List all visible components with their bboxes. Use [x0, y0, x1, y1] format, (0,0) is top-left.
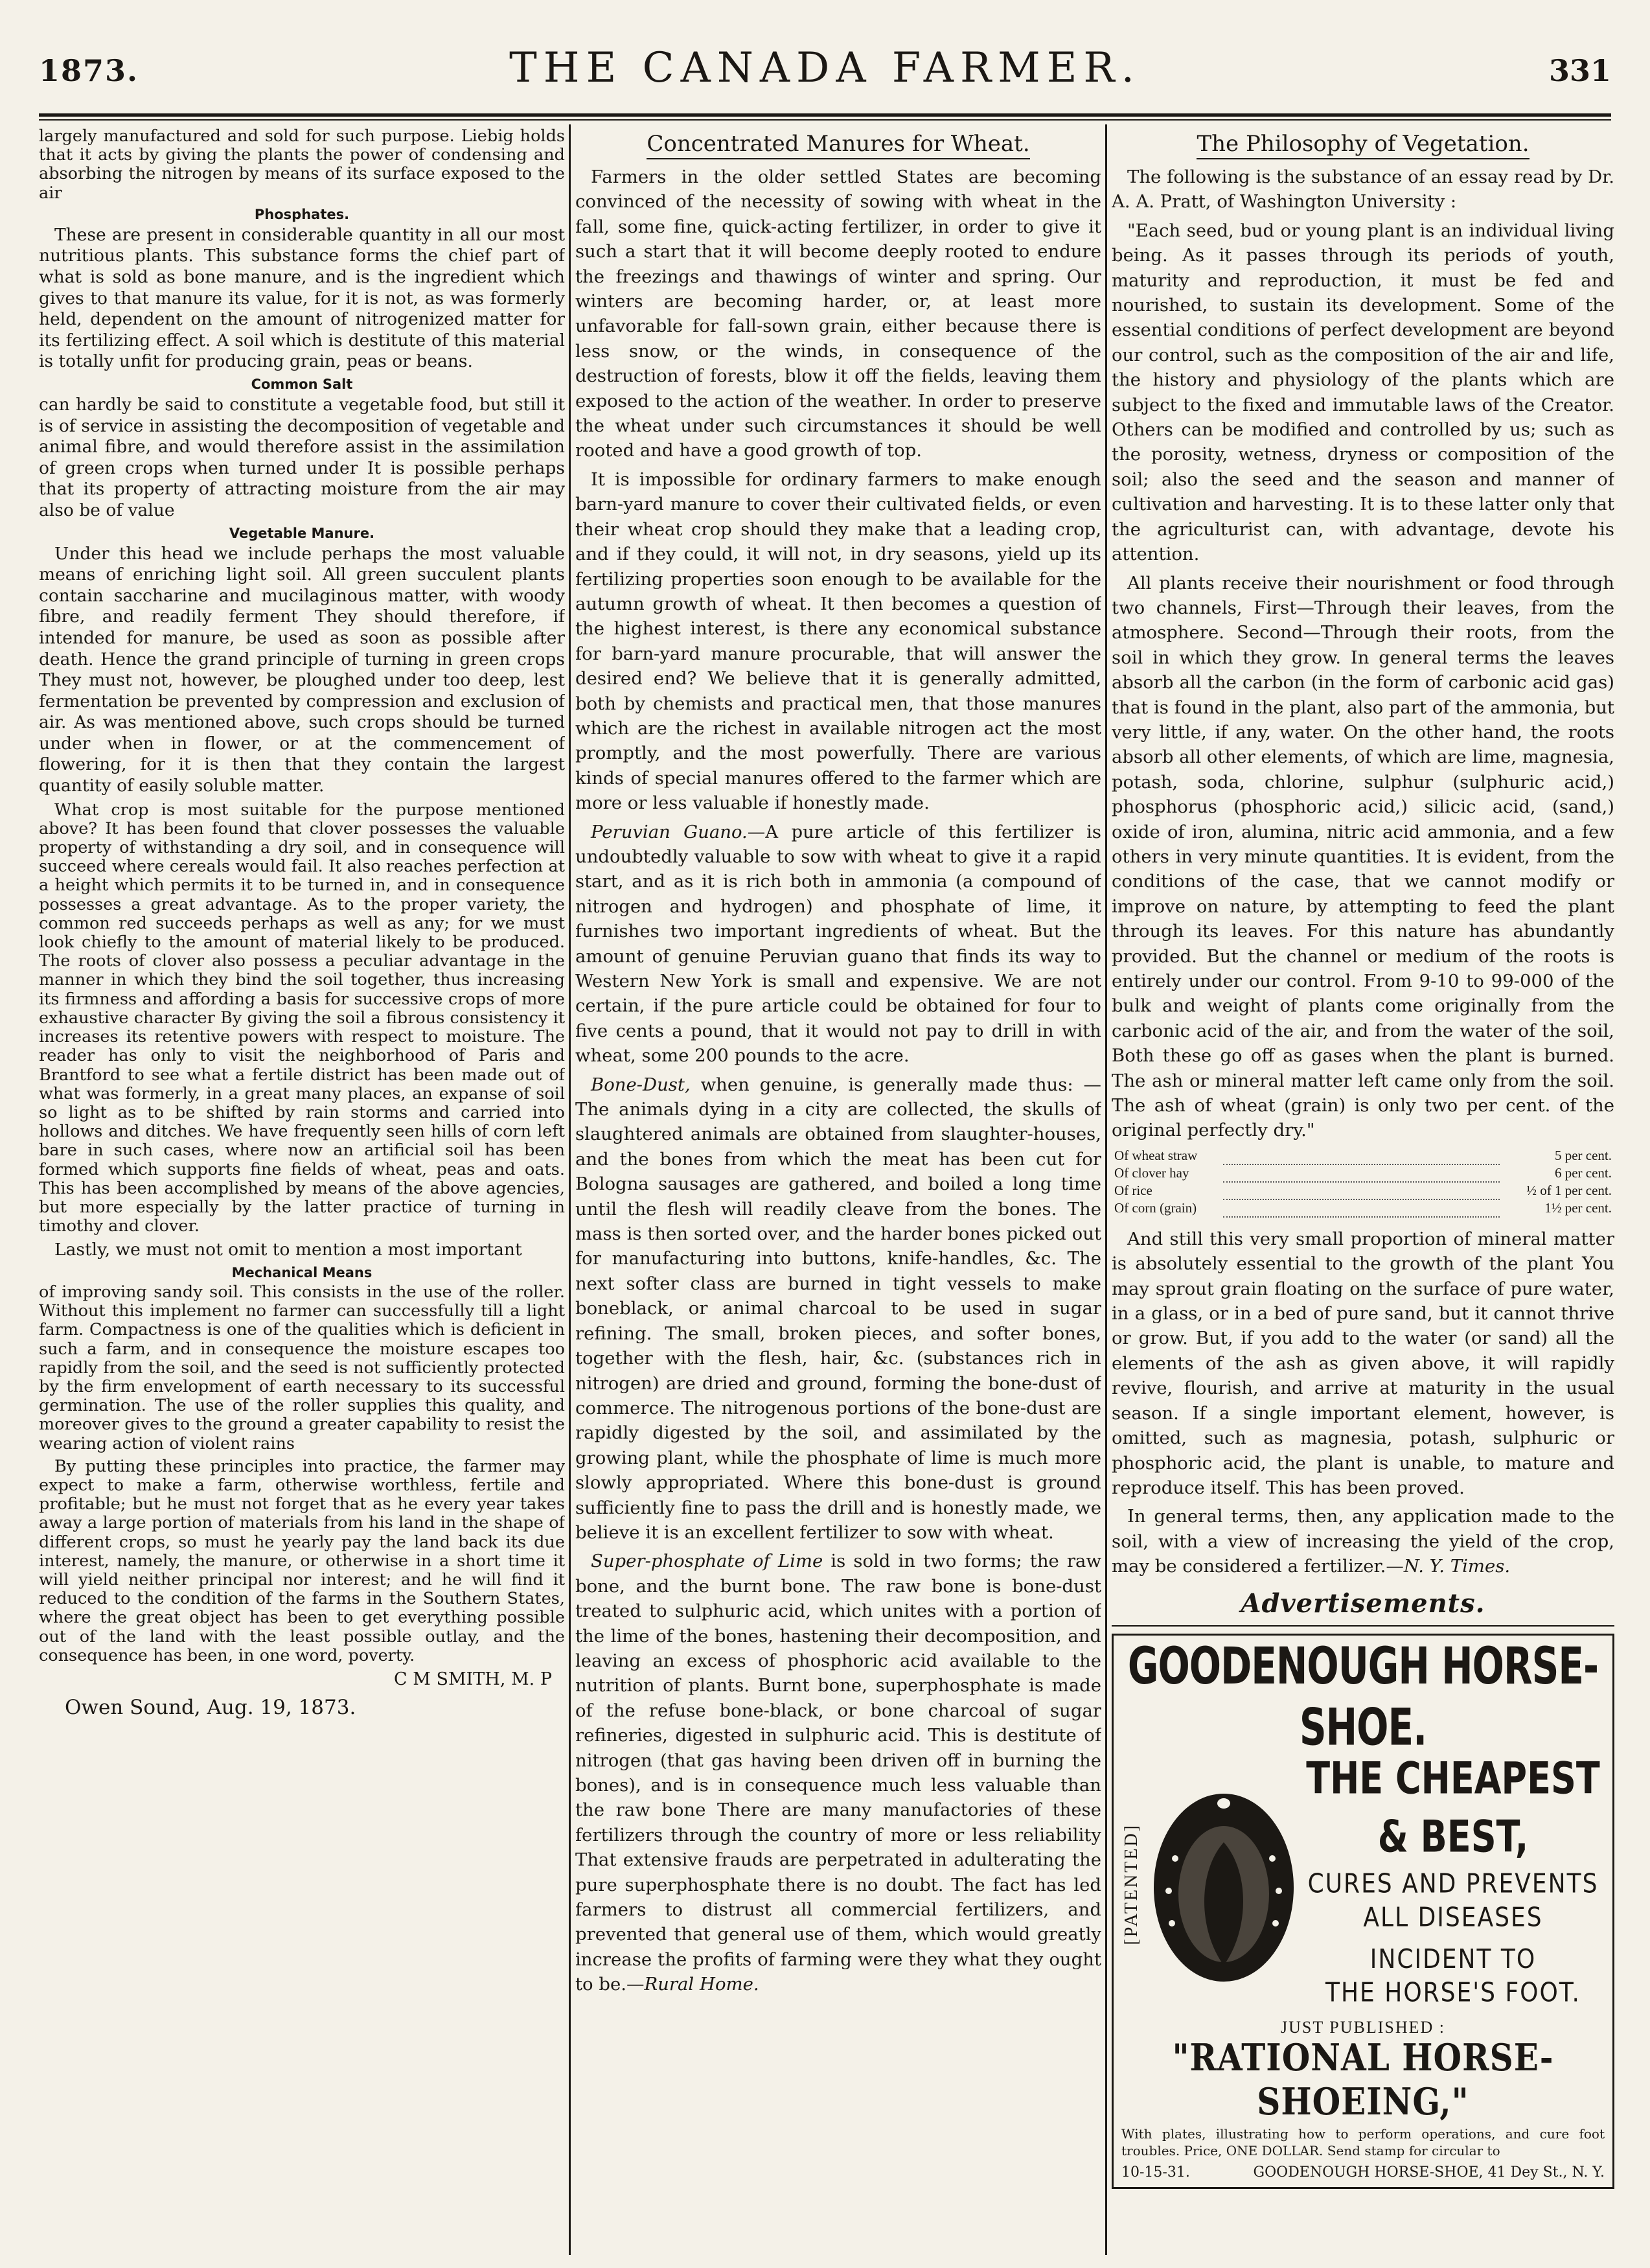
ash-table-row — [1112, 1164, 1614, 1182]
ash-table-label: Of wheat straw — [1114, 1147, 1198, 1163]
ash-table-value: 6 per cent. — [1554, 1164, 1612, 1181]
ad-book-title: "RATIONAL HORSE-SHOEING," — [1172, 2035, 1554, 2123]
ash-table-leader — [1223, 1199, 1500, 1217]
paragraph-body: —A pure article of this fertilizer is undoubtedly valuable to sow with wheat to give it a rapid start, and as it is rich both in ammonia (a compound of nitrogen and hydrogen) and phosphate of lime, it furnishes two important ingredients of wheat. But the amount of genuine Peruvian guano that finds its way to Western New York is small and expensive. We are not certain, if the pure article could be obtained for four to five cents a pound, that it would not pay to drill in with wheat, some 200 pounds to the acre. — [575, 821, 1101, 1067]
ad-address: GOODENOUGH HORSE-SHOE, 41 Dey St., N. Y. — [1253, 2164, 1605, 2181]
ad-claims — [1301, 1752, 1605, 2011]
intro-paragraph: largely manufactured and sold for such purpose. Liebig holds that it acts by giving the plants the power of condensing and absorbing the nitrogen by means of its surface exposed to the air — [39, 127, 565, 203]
paragraph-bone-dust — [575, 1072, 1101, 1545]
ash-table-leader — [1223, 1164, 1500, 1182]
paragraph-superphosphate — [575, 1549, 1101, 1996]
issue-year: 1873. — [39, 53, 139, 88]
author-signature: C M SMITH, M. P — [394, 1669, 552, 1689]
paragraph-lastly: Lastly, we must not omit to mention a most important — [54, 1240, 522, 1260]
ad-cures-line: CURES AND PREVENTS — [1307, 1868, 1599, 1899]
ash-table-label: Of rice — [1114, 1182, 1152, 1198]
lead-term: Super-phosphate of Lime — [591, 1551, 823, 1572]
ad-footer — [1121, 2164, 1605, 2181]
column-3 — [1112, 127, 1614, 2255]
subhead-vegetable-manure: Vegetable Manure. — [229, 525, 375, 541]
paragraph: All plants receive their nourishment or food through two channels, First—Through their leaves, from the atmosphere. Second—Through their roots, from the soil in which they grow. In general terms the leaves absorb all the carbon (in the form of carbonic acid gas) that is found in the plant, also part of the ammonia, but very little, if any, water. On the other hand, the roots absorb all other elements, of which are lime, magnesia, potash, soda, chlorine, sulphur (sulphuric acid,) phosphorus (phosphoric acid,) silicic acid, (sand,) oxide of iron, alumina, nitric acid ammonia, and a few others in very minute quantities. It is evident, from the conditions of the case, that we cannot modify or improve on nature, by attempting to feed the plant through its leaves. For this nature has abundantly provided. But the channel or medium of the roots is entirely under our control. From 9-10 to 99-000 of the bulk and weight of plants come originally from the carbonic acid of the air, and from the water of the soil, Both these go off as gases when the plant is burned. The ash or mineral matter left came only from the soil. The ash of wheat (grain) is only two per cent. of the original perfectly dry." — [1112, 572, 1614, 1141]
subhead-mechanical-means: Mechanical Means — [231, 1264, 372, 1280]
paragraph-phosphates: These are present in considerable quantity in all our most nutritious plants. This substance forms the chief part of what is sold as bone manure, and is the ingredient which gives to that manure its value, for it is not, as was formerly held, dependent on the amount of nitrogenized matter for its fertilizing effect. A soil which is destitute of this material is totally unfit for producing grain, peas or beans. — [39, 224, 565, 372]
paragraph-vegetable-manure: Under this head we include perhaps the most valuable means of enriching light soil. All green succulent plants contain saccharine and mucilaginous matter, with woody fibre, and readily ferment They should therefore, if intended for manure, be used as soon as possible after death. Hence the grand principle of turning in green crops They must not, however, be ploughed under too deep, lest fermentation be prevented by compression and exclusion of air. As was mentioned above, such crops should be turned under when in flower, or at the commencement of flowering, for it is then that they contain the largest quantity of easily soluble matter. — [39, 543, 565, 796]
column-2 — [575, 127, 1101, 2255]
signature-line — [39, 1669, 565, 1689]
ad-cures-line: THE HORSE'S FOOT. — [1325, 1977, 1581, 2008]
subhead-common-salt: Common Salt — [251, 376, 353, 392]
paragraph: "Each seed, bud or young plant is an individual living being. As it passes through its periods of youth, maturity and reproduction, it must be fed and nourished, to sustain its development. Some of the essential conditions of perfect development are beyond our control, such as the composition of the air and life, the history and physiology of the plants which are subject to the fixed and immutable laws of the Creator. Others can be modified and controlled by us; such as the porosity, wetness, dryness or composition of the soil; also the seed and the season and manner of cultivation and harvesting. It is to these latter only that the agriculturist can, with advantage, devote his attention. — [1112, 220, 1614, 565]
page-number: 331 — [1548, 53, 1611, 88]
ash-table-value: ½ of 1 per cent. — [1526, 1182, 1612, 1198]
column-1 — [39, 127, 565, 2255]
ad-fine-print: With plates, illustrating how to perform operations, and cure foot troubles. Price, ONE DOLLAR. Send stamp for circular to — [1121, 2125, 1605, 2158]
ad-just-published: JUST PUBLISHED : — [1280, 2017, 1445, 2037]
newspaper-title: THE CANADA FARMER. — [509, 44, 1141, 92]
horseshoe-hoof-icon — [1146, 1781, 1301, 1988]
article-title: The Philosophy of Vegetation. — [1197, 131, 1529, 159]
column-divider — [569, 124, 571, 2255]
paragraph-clover: What crop is most suitable for the purpose mentioned above? It has been found that clover possesses the valuable property of withstanding a dry soil, and in consequence will succeed where cereals would fail. It also reaches perfection at a height which permits it to be turned in, and in consequence possesses a great advantage. As to the proper variety, the common red succeeds perhaps as well as any; for we must look chiefly to the amount of material likely to be produced. The roots of clover also possess a peculiar advantage in the manner in which they bind the soil together, thus increasing its firmness and affording a basis for successive crops of more exhaustive character By giving the soil a fibrous consistency it increases its retentive powers with respect to moisture. The reader has only to visit the neighborhood of Paris and Brantford to see what a fertile district has been made out of what was formerly, in a great many places, an expanse of soil so light as to be shifted by rain storms and carried into hollows and ditches. We have frequently seen hills of corn left bare in such cases, where now an artificial soil has been formed which supports fine fields of wheat, peas and oats. This has been accomplished by means of the above agencies, but more especially by the latter practice of turning in timothy and clover. — [39, 800, 565, 1236]
ash-table-label: Of clover hay — [1114, 1164, 1189, 1181]
paragraph — [1112, 1504, 1614, 1579]
dateline: Owen Sound, Aug. 19, 1873. — [65, 1695, 356, 1719]
advertisements-section — [1112, 1588, 1614, 2189]
paragraph: The following is the substance of an essay read by Dr. A. A. Pratt, of Washington University : — [1112, 167, 1614, 213]
paragraph-body: is sold in two forms; the raw bone, and the burnt bone. The raw bone is bone-dust treated to sulphuric acid, which unites with a portion of the lime of the bones, hastening their decomposition, and leaving an excess of phosphoric acid available to the nutrition of plants. Burnt bone, superphosphate is made of the refuse bone-black, or bone charcoal of sugar refineries, digested in sulphuric acid. This is destitute of nitrogen (that gas having been driven off in burning the bones), and is in consequence much less valuable than the raw bone There are many manufactories of these fertilizers through the country of more or less reliability That extensive frauds are perpetrated in adulterating the pure superphosphate there is no doubt. The fact has led farmers to distrust all commercial fertilizers, and prevented that general use of them, which would greatly increase the profits of farming were they what they ought to be.— — [575, 1551, 1101, 1995]
ad-headline: GOODENOUGH HORSE-SHOE. — [1127, 1636, 1599, 1757]
ash-table-row — [1112, 1147, 1614, 1164]
paragraph: Farmers in the older settled States are becoming convinced of the necessity of sowing with wheat in the fall, some fine, quick-acting fertilizer, in order to give it such a start that it will become deeply rooted to endure the freezings and thawings of winter and spring. Our winters are becoming harder, or, at least more unfavorable for fall-sown grain, either because there is less snow, or the winds, in consequence of the destruction of forests, blow it off the fields, leaving them exposed to the action of the weather. In order to preserve the wheat under such circumstances it should be well rooted and have a good growth of top. — [575, 167, 1101, 461]
ash-table-value: 1½ per cent. — [1544, 1199, 1612, 1216]
column-divider — [1105, 124, 1107, 2255]
masthead-rule — [39, 113, 1611, 121]
lead-term: Bone-Dust, — [591, 1074, 691, 1095]
advertisements-heading: Advertisements. — [1112, 1588, 1614, 1627]
masthead — [39, 39, 1611, 110]
paragraph: And still this very small proportion of mineral matter is absolutely essential to the growth of the plant You may sprout grain floating on the surface of pure water, in a glass, or in a bed of pure sand, but it cannot thrive or grow. But, if you add to the water (or sand) all the elements of the ash as given above, it will rapidly revive, flourish, and arrive at maturity in the usual season. If a single important element, however, is omitted, such as magnesia, potash, sulphuric or phosphoric acid, the plant is unable, to mature and reproduce itself. This has been proved. — [1112, 1228, 1614, 1498]
ad-body — [1121, 1752, 1605, 2011]
patented-label: [PATENTED] — [1121, 1823, 1141, 1945]
paragraph-closing: By putting these principles into practice, the farmer may expect to make a farm, otherwise worthless, fertile and profitable; but he must not forget that as he every year takes away a large portion of materials from his land in the shape of different crops, so must he yearly pay the land back its due interest, namely, the manure, or otherwise in a short time it will yield neither principal nor interest; and he will find it reduced to the condition of the farms in the Southern States, where the great object has been to get everything possible out of the land with the least possible outlay, and the consequence has been, in one word, poverty. — [39, 1456, 565, 1665]
source-credit: N. Y. Times. — [1403, 1556, 1511, 1577]
paragraph-body: when genuine, is generally made thus: —The animals dying in a city are collected, the skulls of slaughtered animals are obtained from slaughter-houses, and the bones from which the meat has been cut for Bologna sausages are gathered, and boiled a long time until the flesh will readily cleave from the bones. The mass is then sorted over, and the harder bones picked out for manufacturing into buttons, knife-handles, &c. The next softer class are burned in tight vessels to make boneblack, or animal charcoal to be used in sugar refining. The small, broken pieces, and softer bones, together with the flesh, hair, &c. (substances rich in nitrogen) are dried and ground, forming the bone-dust of commerce. The nitrogenous portions of the bone-dust are rapidly digested by the soil, and assimilated by the growing plant, while the phosphate of lime is much more slowly appropriated. Where this bone-dust is ground sufficiently fine to pass the drill and is honestly made, we believe it is an excellent fertilizer to sow with wheat. — [575, 1074, 1101, 1543]
paragraph-guano — [575, 820, 1101, 1069]
source-credit: Rural Home. — [644, 1974, 759, 1995]
ad-cures-line: ALL DISEASES INCIDENT TO — [1363, 1902, 1543, 1974]
ash-table-row — [1112, 1199, 1614, 1217]
ash-table-leader — [1223, 1147, 1500, 1164]
ad-cheapest: THE CHEAPEST & BEST, — [1306, 1752, 1600, 1862]
ash-table — [1112, 1147, 1614, 1218]
ash-table-leader — [1223, 1182, 1500, 1199]
ash-table-label: Of corn (grain) — [1114, 1199, 1197, 1216]
horse-shoe-advertisement — [1112, 1634, 1614, 2189]
ad-code: 10-15-31. — [1121, 2164, 1190, 2181]
article-heading — [575, 131, 1101, 157]
article-heading — [1112, 131, 1614, 157]
article-title: Concentrated Manures for Wheat. — [647, 131, 1029, 159]
paragraph-body: In general terms, then, any application made to the soil, with a view of increasing the yield of the crop, may be considered a fertilizer.— — [1112, 1506, 1614, 1577]
paragraph: It is impossible for ordinary farmers to make enough barn-yard manure to cover their cultivated fields, or even their wheat crop should they make that a leading crop, and if they could, it will not, in dry seasons, yield up its fertilizing properties soon enough to be available for the autumn growth of wheat. It then becomes a question of the highest interest, is there any economical substance for barn-yard manure procurable, that will answer the desired end? We believe that it is generally admitted, both by chemists and practical men, that those manures which are the richest in available nitrogen act the most promptly, and the most powerfully. There are various kinds of special manures offered to the farmer which are more or less valuable if honestly made. — [575, 469, 1101, 814]
paragraph-mechanical-means: of improving sandy soil. This consists in the use of the roller. Without this implement no farmer can successfully till a light farm. Compactness is one of the qualities which is deficient in such a farm, and in consequence the moisture escapes too rapidly from the soil, and the seed is not sufficiently protected by the firm envelopment of earth necessary to its successful germination. The use of the roller supplies this quality, and moreover gives to the ground a greater capability to resist the wearing action of violent rains — [39, 1282, 565, 1453]
lead-term: Peruvian Guano. — [591, 821, 748, 842]
ash-table-value: 5 per cent. — [1554, 1147, 1612, 1163]
subhead-phosphates: Phosphates. — [254, 206, 350, 222]
paragraph-common-salt: can hardly be said to constitute a vegetable food, but still it is of service in assisting the decomposition of vegetable and animal fibre, and would therefore assist in the assimilation of green crops when turned under It is possible perhaps that its property of attracting moisture from the air may also be of value — [39, 394, 565, 520]
ash-table-row — [1112, 1182, 1614, 1199]
